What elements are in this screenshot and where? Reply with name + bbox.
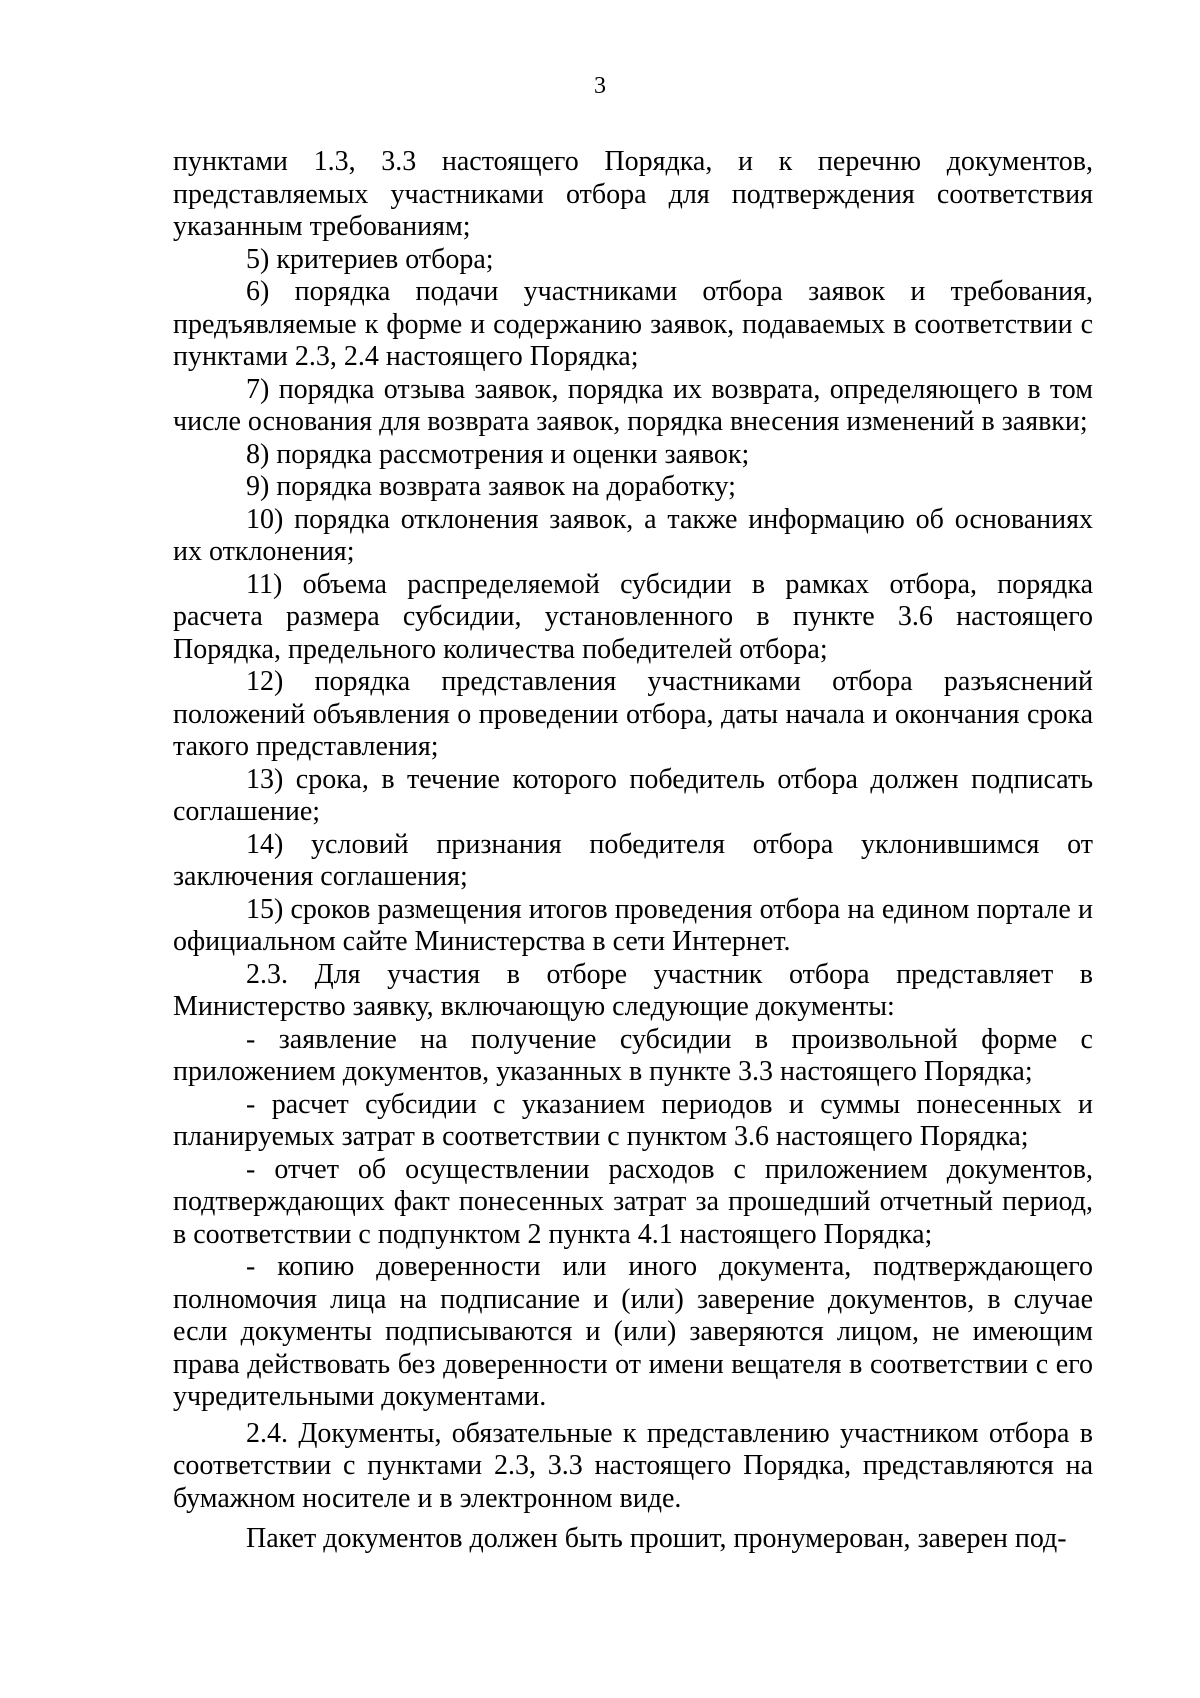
section-2-3: 2.3. Для участия в отборе участник отбора представляет в Министерство заявку, включающую следующие документы: [173,958,1093,1022]
list-item-8: 8) порядка рассмотрения и оценки заявок; [246,438,750,470]
list-item-9: 9) порядка возврата заявок на доработку; [246,471,736,502]
document-bullet-expense-report: - отчет об осуществлении расходов с приложением документов, подтверждающих факт понесенных затрат за прошедший отчетный период, в соответствии с подпунктом 2 пункта 4.1 настоящего Порядка; [173,1153,1093,1250]
list-item-15: 15) сроков размещения итогов проведения отбора на едином портале и официальном сайте Министерства в сети Интернет. [173,893,1093,957]
list-item-10: 10) порядка отклонения заявок, а также информацию об основаниях их отклонения; [173,503,1093,567]
list-item-7: 7) порядка отзыва заявок, порядка их возврата, определяющего в том числе основания для возврата заявок, порядка внесения изменений в заявки; [173,373,1093,437]
list-item-13: 13) срока, в течение которого победитель отбора должен подписать соглашение; [173,763,1093,827]
page-number: 3 [594,73,606,99]
document-bullet-calculation: - расчет субсидии с указанием периодов и суммы понесенных и планируемых затрат в соответствии с пунктом 3.6 настоящего Порядка; [173,1088,1093,1152]
section-2-4: 2.4. Документы, обязательные к представлению участником отбора в соответствии с пунктами 2.3, 3.3 настоящего Порядка, представляются на бумажном носителе и в электронном виде. [173,1417,1093,1514]
list-item-11: 11) объема распределяемой субсидии в рамках отбора, порядка расчета размера субсидии, установленного в пункте 3.6 настоящего Порядка, предельного количества победителей отбора; [173,568,1093,665]
document-bullet-power-of-attorney: - копию доверенности или иного документа, подтверждающего полномочия лица на подписание и (или) заверение документов, в случае если документы подписываются и (или) заверяются лицом, не имеющим права действовать без доверенности от имени вещателя в соответствии с его учредительными документами. [173,1251,1093,1412]
list-item-12: 12) порядка представления участниками отбора разъяснений положений объявления о проведении отбора, даты начала и окончания срока такого представления; [173,666,1093,762]
paragraph-continuation: пунктами 1.3, 3.3 настоящего Порядка, и к перечню документов, представляемых участниками отбора для подтверждения соответствия указанным требованиям; [173,146,1093,242]
paragraph-document-package: Пакет документов должен быть прошит, пронумерован, заверен под- [246,1523,1067,1554]
list-item-5: 5) критериев отбора; [246,243,494,275]
document-bullet-application: - заявление на получение субсидии в произвольной форме с приложением документов, указанных в пункте 3.3 настоящего Порядка; [173,1023,1093,1087]
list-item-6: 6) порядка подачи участниками отбора заявок и требования, предъявляемые к форме и содержанию заявок, подаваемых в соответствии с пунктами 2.3, 2.4 настоящего Порядка; [173,276,1093,372]
document-body [173,146,1093,1556]
list-item-14: 14) условий признания победителя отбора уклонившимся от заключения соглашения; [173,828,1093,892]
